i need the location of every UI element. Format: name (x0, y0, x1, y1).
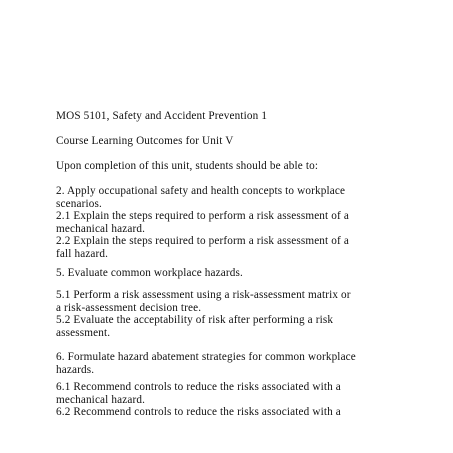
outcome-6-heading: 6. Formulate hazard abatement strategies for common workplace (56, 351, 356, 363)
outcome-2-line: scenarios. (56, 197, 102, 210)
intro-text: Upon completion of this unit, students should be able to: (56, 160, 319, 172)
outcome-6-line: 6.1 Recommend controls to reduce the risks associated with a (56, 381, 341, 393)
outcome-6-heading: hazards. (56, 363, 95, 376)
outcome-2-line: 2.2 Explain the steps required to perform a risk assessment of a (56, 235, 349, 248)
outcome-5-line: assessment. (56, 326, 111, 339)
outcome-5-line: 5.2 Evaluate the acceptability of risk after performing a risk (56, 314, 334, 327)
outcome-5-line: 5.1 Perform a risk assessment using a risk-assessment matrix or (56, 289, 351, 301)
outcome-2-line: fall hazard. (56, 248, 109, 260)
outcome-6-line: mechanical hazard. (56, 393, 146, 406)
outcome-5-heading: 5. Evaluate common workplace hazards. (56, 267, 243, 279)
outcome-5-line: a risk-assessment decision tree. (56, 301, 202, 314)
course-title: MOS 5101, Safety and Accident Prevention 1 (56, 110, 268, 122)
outcome-6-line: 6.2 Recommend controls to reduce the risks associated with a (56, 406, 341, 419)
outcome-2-line: 2.1 Explain the steps required to perform a risk assessment of a (56, 210, 349, 223)
unit-heading: Course Learning Outcomes for Unit V (56, 135, 234, 147)
outcome-2-line: 2. Apply occupational safety and health concepts to workplace (56, 185, 346, 197)
outcome-2-line: mechanical hazard. (56, 222, 146, 235)
